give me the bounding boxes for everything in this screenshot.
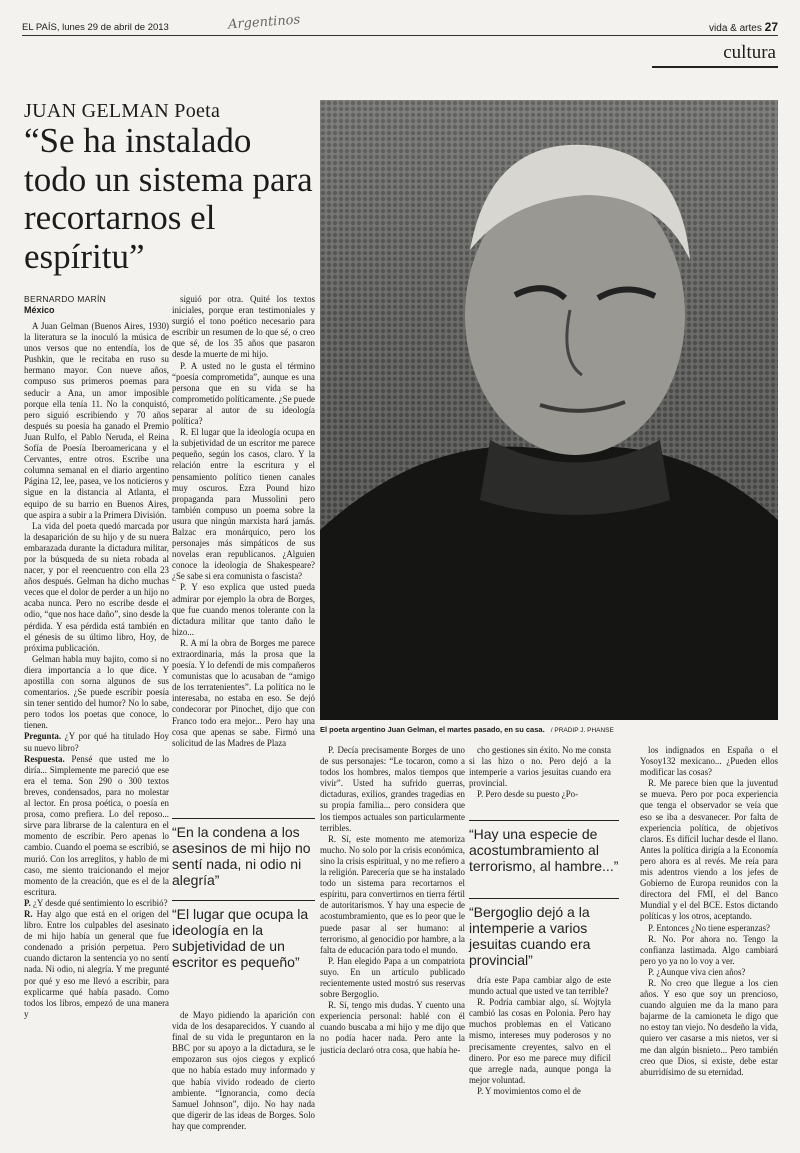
paragraph: R. A mí la obra de Borges me parece extraordinaria, más la prosa que la poesía. Y lo defendí de mis compañeros comunistas que lo acusaban de “amigo de los terratenientes”. La política no le interesaba, no estaba en eso. Se dejó condecorar por Pinochet, dijo que con Franco todo era mejor... Pero hay una cosa que apenas se sabe. Firmó una solicitud de las Madres de Plaza — [172, 637, 315, 748]
kicker-role: Poeta — [174, 100, 221, 122]
kicker-name: JUAN GELMAN — [24, 100, 169, 122]
speaker-label: R. — [24, 908, 33, 919]
paragraph: R. Sí, tengo mis dudas. Y cuento una experiencia personal: hablé con él cuando buscaba a mi hijo y me dijo que no podía hacer nada. Pero ante la justicia declaró otra cosa, que había he- — [320, 1000, 465, 1055]
page-number: 27 — [764, 20, 778, 34]
newspaper-dateline: EL PAÍS, lunes 29 de abril de 2013 — [22, 22, 169, 33]
paragraph: R. No. Por ahora no. Tengo la confianza lastimada. Algo cambiará pero yo ya no lo voy a ver. — [640, 933, 778, 966]
paragraph: R. El lugar que la ideología ocupa en la subjetividad de un escritor me parece pequeño, según los casos, claro. Y la relación entre la escritura y el pensamiento político tienen canales muy oscuros. Ezra Pound hizo propaganda para Mussolini pero también compuso un poema sobre la usura que ningún marxista hará jamás. Balzac era monárquico, pero los personajes más simpáticos de sus novelas eran republicanos. ¿Alguien conoce la ideología de Shakespeare? ¿Se sabe si era comunista o fascista? — [172, 427, 315, 582]
paragraph: P. Pero desde su puesto ¿Po- — [477, 789, 579, 800]
paragraph: P. Entonces ¿No tiene esperanzas? — [648, 922, 770, 933]
paragraph: R. Podría cambiar algo, sí. Wojtyla cambió las cosas en Polonia. Pero hay muchos problemas en el Vaticano mismo, intereses muy poderosos y no precisamente creyentes, salvo en el dinero. Por eso me parece muy difícil que arregle nada, aunque ponga la mejor voluntad. — [469, 997, 611, 1085]
pull-quote: “En la condena a los asesinos de mi hijo no sentí nada, ni odio ni alegría” — [172, 824, 315, 888]
qa-text: Pensé que usted me lo diría... Simplemente me pareció que ese era el tema. Son 290 o 300 textos breves, condensados, para no molestar al lector. En prosa poética, o poesía en prosa, como prefiera. Lo del reposo... sirve para librarse de la calentura en el momento de escribir. Pero apenas lo cambio. Cuando el poema se escribió, se murió. Con los arreglitos, y hablo de mi caso, me siento traicionando el mejor momento de la creación, que es el de la escritura. — [24, 753, 169, 897]
column-3 — [320, 745, 465, 1143]
section-rule — [652, 66, 778, 68]
speaker-label: P. — [24, 897, 31, 908]
interview-question — [24, 898, 169, 909]
paragraph: P. Han elegido Papa a un compatriota suyo. En un artículo publicado recientemente usted mostró sus reservas sobre Bergoglio. — [320, 955, 465, 1000]
photo-credit: / PRADIP J. PHANSE — [550, 727, 614, 734]
interview-question — [24, 731, 169, 753]
interview-answer — [24, 754, 169, 898]
paragraph: R. Sí, este momento me atemoriza mucho. No solo por la crisis económica, sino la crisis espiritual, y no me refiero a la religión. Parecería que se ha instalado todo un sistema para recortarnos el espíritu, para convertirnos en tierra fértil de autoritarismos. Y hay una especie de acostumbramiento, que es lo peor que le puede pasar al ser humano: al terrorismo, al genocidio por hambre, a la falta de educación para todo el mundo. — [320, 833, 465, 955]
caption-text: El poeta argentino Juan Gelman, el martes pasado, en su casa. — [320, 725, 545, 734]
kicker — [24, 100, 220, 123]
paragraph: dría este Papa cambiar algo de este mundo actual que usted ve tan terrible? — [469, 975, 611, 997]
pull-quote: “El lugar que ocupa la ideología en la subjetividad de un escritor es pequeño” — [172, 906, 315, 970]
column-2-continued — [172, 1010, 315, 1143]
column-4 — [469, 745, 611, 815]
handwritten-note: Argentinos — [227, 12, 301, 33]
headline: “Se ha instalado todo un sistema para recortarnos el espíritu” — [24, 121, 313, 276]
section-folio — [709, 20, 778, 34]
paragraph: R. Me parece bien que la juventud se mueva. Pero por poca experiencia que tenga el observador se veía que eso se iba a desvanecer. Por falta de experiencia política, de objetivos claros. Es difícil luchar desde el llano. Antes la política dirigía a la Economía pero ahora es al revés. Me reía para mis adentros viendo a los jefes de Gobierno de Europa reunidos con la directora del FMI, el del Banco Mundial y el del BCE. Estos dictando políticas y los otros, aceptando. — [640, 778, 778, 922]
paragraph: La vida del poeta quedó marcada por la desaparición de su hijo y de su nuera embarazada durante la dictadura militar, por la búsqueda de su nieta robada al nacer, y por el reencuentro con ella 23 años después. Gelman ha dicho muchas veces que el dolor de perder a un hijo no acaba nunca. Pero no escribe desde el odio, “que nos hace daño”, sino desde la pérdida. Y esa pérdida está también en el génesis de su último libro, Hoy, de próxima publicación. — [24, 520, 169, 653]
pull-quote: “Bergoglio dejó a la intemperie a varios jesuitas cuando era provincial” — [469, 904, 619, 968]
qa-text: ¿Y desde qué sentimiento lo escribió? — [30, 897, 168, 908]
paragraph: de Mayo pidiendo la aparición con vida de los desaparecidos. Y cuando al final de su vida le preguntaron en la BBC por su apoyo a la dictadura, se le empozaron sus ojos ciegos y explicó que no había estado muy informado y que había vivido rodeado de cierto ambiente. “Ignorancia, como decía Samuel Johnson”, dijo. No hay nada que digerir de las ideas de Borges. Solo hay que comprender. — [172, 1010, 315, 1131]
paragraph: Gelman habla muy bajito, como si no diera importancia a lo que dice. Y apostilla con sorna algunos de sus comentarios. ¿Se puede escribir poesía sin tener sentido del humor? No lo sabe, pero todos los poetas que conoce, lo tienen. — [24, 653, 169, 731]
header-rule — [22, 35, 778, 36]
paragraph: A Juan Gelman (Buenos Aires, 1930) la literatura se la inoculó la música de unos versos que no entendía, los de Pushkin, que le recitaba en ruso su hermano mayor. Con nueve años, compuso sus primeros poemas para seducir a Ana, un amor imposible porque ella tenía 11. No la conquistó, pero siguió escribiendo y 70 años después su poesía ha ganado el Premio Juan Rulfo, el Pablo Neruda, el Reina Sofía de Poesía Iberoamericana y el Cervantes, entre otros. Escribe una columna semanal en el diario argentino Página 12, lee, pasea, ve los noticieros y sigue en la distancia al Atlanta, el equipo de su barrio en Buenos Aires, que aspira a subir a la Primera División. — [24, 321, 169, 520]
section-title: cultura — [723, 42, 776, 63]
photo-caption — [320, 725, 778, 734]
paragraph: P. ¿Aunque viva cien años? — [648, 966, 746, 977]
column-1 — [24, 321, 169, 1143]
column-2 — [172, 294, 315, 748]
speaker-label: Pregunta. — [24, 731, 62, 742]
dateline-place: México — [24, 305, 55, 315]
portrait-illustration — [320, 100, 778, 720]
paragraph: P. A usted no le gusta el término “poesía comprometida”, aunque es una persona que en su vida se ha comprometido políticamente. ¿Se puede separar al autor de su ideología política? — [172, 360, 315, 427]
paragraph: P. Y movimientos como el de — [477, 1085, 581, 1096]
pull-quote: “Hay una especie de acostumbramiento al terrorismo, al hambre...” — [469, 826, 619, 874]
portrait-photo — [320, 100, 778, 720]
paragraph: cho gestiones sin éxito. No me consta si las hizo o no. Pero dejó a la intemperie a varios jesuitas cuando era provincial. — [469, 745, 611, 789]
column-4-continued — [469, 975, 611, 1143]
section-name: vida & artes — [709, 23, 762, 34]
qa-text: Hay algo que está en el origen del libro. Entre los culpables del asesinato de mi hijo había un general que fue condenado a prisión perpetua. Pero cuando dictaron la sentencia yo no sentí nada. Ni odio, ni alegría. Y me pregunté por qué y eso me llevó a escribir, para explicarme qué había pasado. Como todos los libros, empezó de una manera y — [24, 908, 169, 1019]
column-5 — [640, 745, 778, 1143]
paragraph: P. Decía precisamente Borges de uno de sus personajes: “Le tocaron, como a todos los hombres, malos tiempos que vivir”. Usted ha sufrido guerras, dictaduras, exilios, grandes tragedias en su propia familia... pero considera que los tiempos actuales son particularmente terribles. — [320, 745, 465, 833]
paragraph: los indignados en España o el Yosoy132 mexicano... ¿Pueden ellos modificar las cosas? — [640, 745, 778, 778]
paragraph: siguió por otra. Quité los textos iniciales, porque eran testimoniales y surgió el tono poético necesario para escribir un resumen de lo que sé, o creo que sé, de los 35 años que pasaron desde la muerte de mi hijo. — [172, 294, 315, 360]
qa-text: ¿Y por qué ha titulado Hoy su nuevo libro? — [24, 731, 169, 753]
byline: BERNARDO MARÍN — [24, 294, 107, 304]
paragraph: R. No creo que llegue a los cien años. Y eso que soy un prenciosо, cuando alguien me da la mano para bajarme de la camioneta le digo que no estoy tan viejo. No desdeño la vida, quiero ver casarse a mis nietos, ver si me dan algún bisnieto... Pero también creo que Dios, si existe, debe estar aburridísimo de su eternidad. — [640, 977, 778, 1077]
paragraph: P. Y eso explica que usted pueda admirar por ejemplo la obra de Borges, que fue cuando menos tolerante con la dictadura militar que tanto daño le hizo... — [172, 582, 315, 637]
interview-answer — [24, 909, 169, 1020]
speaker-label: Respuesta. — [24, 753, 65, 764]
